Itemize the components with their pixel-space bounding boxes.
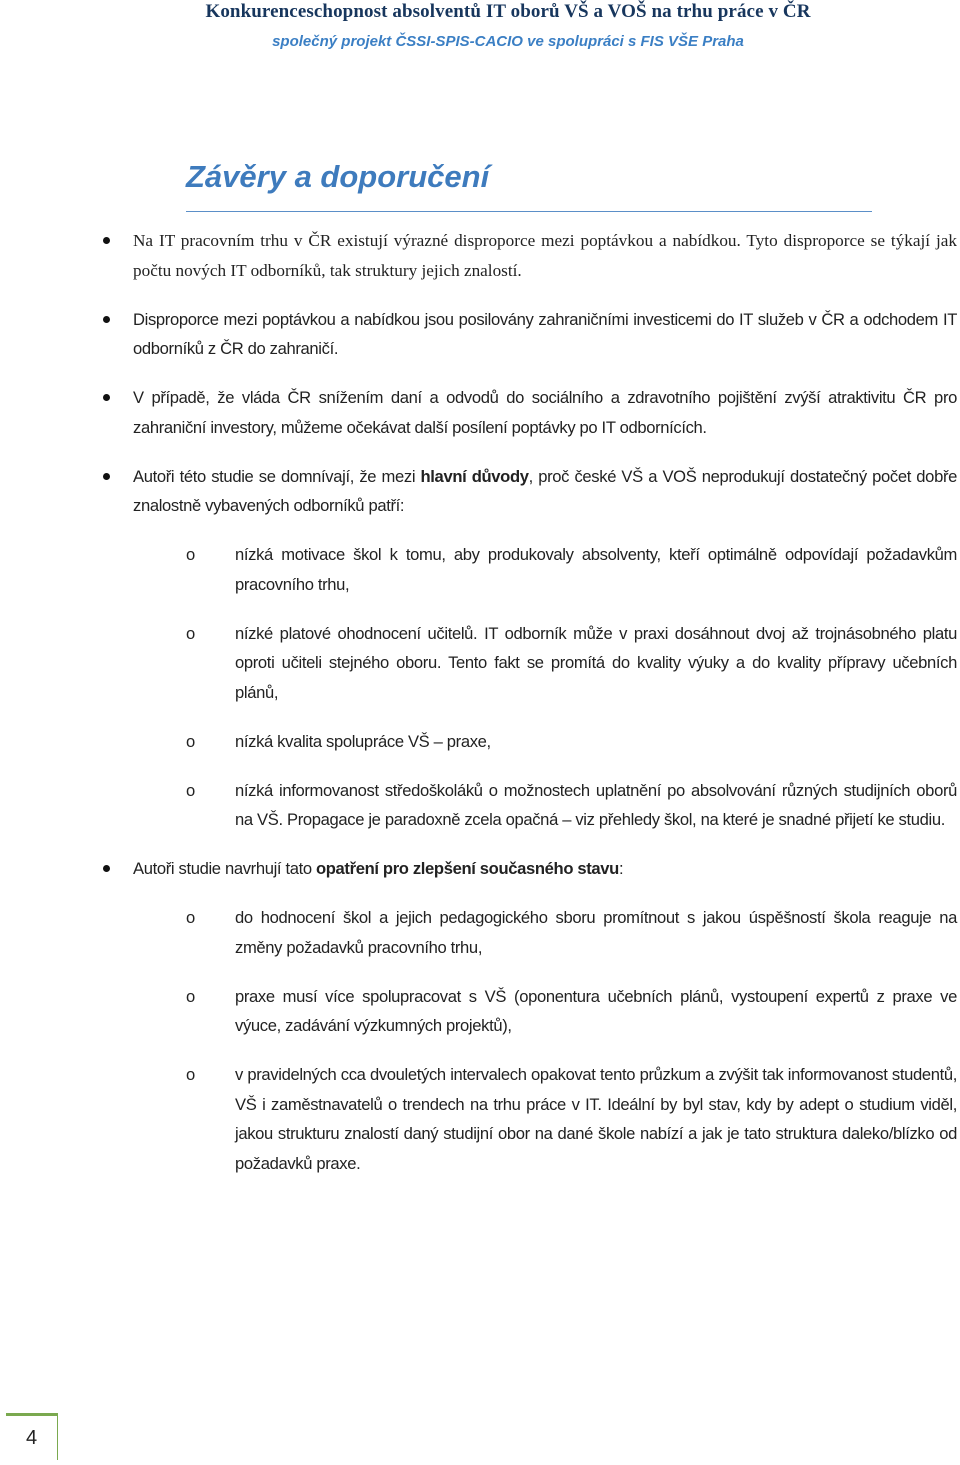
sub-list-item xyxy=(186,776,957,835)
text-segment: , proč české VŠ a VOŠ neprodukují dostatečný počet dobře znalostně vybavených odborníků patří: xyxy=(133,466,957,515)
list-item xyxy=(133,854,957,1178)
text-segment: Autoři této studie se domnívají, že mezi xyxy=(133,466,421,486)
running-header-title: Konkurenceschopnost absolventů IT oborů VŠ a VOŠ na trhu práce v ČR xyxy=(205,1,811,22)
sub-list-item-text: nízká kvalita spolupráce VŠ – praxe, xyxy=(235,731,491,751)
list-item-text xyxy=(133,467,957,516)
list-item xyxy=(133,383,957,442)
bullet-icon xyxy=(103,473,110,480)
running-header-subtitle: společný projekt ČSSI-SPIS-CACIO ve spolupráci s FIS VŠE Praha xyxy=(272,33,744,50)
list-item xyxy=(133,305,957,364)
circle-bullet-icon: o xyxy=(186,1065,196,1084)
sub-list-item xyxy=(186,903,957,962)
text-segment: : xyxy=(618,859,624,878)
page-number: 4 xyxy=(25,1427,38,1449)
sub-list-item xyxy=(186,540,957,599)
sub-list-item-text: nízká motivace škol k tomu, aby produkovaly absolventy, kteří optimálně odpovídají požadavkům pracovního trhu, xyxy=(235,545,957,594)
text-segment: Autoři studie navrhují tato xyxy=(133,859,316,878)
measures-sublist xyxy=(133,903,957,1178)
bullet-icon xyxy=(103,237,110,244)
sub-list-item xyxy=(186,1060,957,1178)
sub-list-item-text: nízká informovanost středoškoláků o možnostech uplatnění po absolvování různých studijních oborů na VŠ. Propagace je paradoxně zcela opačná – viz přehledy škol, na které je snadné přijetí ke studiu. xyxy=(235,780,957,829)
content-body xyxy=(133,226,957,1198)
sub-list-item xyxy=(186,619,957,708)
list-item-text: Na IT pracovním trhu v ČR existují výrazné disproporce mezi poptávkou a nabídkou. Tyto disproporce se týkají jak počtu nových IT odborníků, tak struktury jejich znalostí. xyxy=(133,231,957,280)
circle-bullet-icon: o xyxy=(186,623,196,643)
bullet-icon xyxy=(103,394,110,401)
sub-list-item xyxy=(186,982,957,1041)
sub-list-item xyxy=(186,727,957,757)
list-item-text xyxy=(133,859,623,878)
heading-underline xyxy=(186,211,872,212)
list-item xyxy=(133,462,957,835)
conclusions-list xyxy=(133,226,957,1178)
circle-bullet-icon: o xyxy=(186,731,196,751)
circle-bullet-icon: o xyxy=(186,545,196,564)
bullet-icon xyxy=(103,316,110,323)
sub-list-item-text: praxe musí více spolupracovat s VŠ (oponentura učebních plánů, vystoupení expertů z praxe ve výuce, zadávání výzkumných projektů), xyxy=(235,986,957,1035)
sub-list-item-text: do hodnocení škol a jejich pedagogického sboru promítnout s jakou úspěšností škola reaguje na změny požadavků pracovního trhu, xyxy=(235,908,957,957)
bullet-icon xyxy=(103,865,110,872)
bold-phrase: hlavní důvody xyxy=(420,466,529,486)
sub-list-item-text: nízké platové ohodnocení učitelů. IT odborník může v praxi dosáhnout dvoj až trojnásobného platu oproti učiteli stejného oboru. Tento fakt se promítá do kvality výuky a do kvality přípravy učebních plánů, xyxy=(235,623,957,702)
section-heading: Závěry a doporučení xyxy=(186,159,490,194)
circle-bullet-icon: o xyxy=(186,986,196,1006)
list-item-text: Disproporce mezi poptávkou a nabídkou jsou posilovány zahraničními investicemi do IT služeb v ČR a odchodem IT odborníků z ČR do zahraničí. xyxy=(133,309,957,358)
sub-list-item-text: v pravidelných cca dvouletých intervalech opakovat tento průzkum a zvýšit tak informovanost studentů, VŠ i zaměstnavatelů o trendech na trhu práce v IT. Ideální by byl stav, kdy by adept o studium viděl, jakou strukturu znalostí daný studijní obor na dané škole nabízí a jak je tato struktura daleko/blízko od požadavků praxe. xyxy=(235,1065,957,1173)
list-item xyxy=(133,226,957,285)
page-number-box xyxy=(6,1413,58,1460)
circle-bullet-icon: o xyxy=(186,908,196,927)
reasons-sublist xyxy=(133,540,957,835)
list-item-text: V případě, že vláda ČR snížením daní a odvodů do sociálního a zdravotního pojištění zvýší atraktivitu ČR pro zahraniční investory, můžeme očekávat další posílení poptávky po IT odbornících. xyxy=(133,388,957,437)
bold-phrase: opatření pro zlepšení současného stavu xyxy=(315,859,619,878)
circle-bullet-icon: o xyxy=(186,780,196,800)
